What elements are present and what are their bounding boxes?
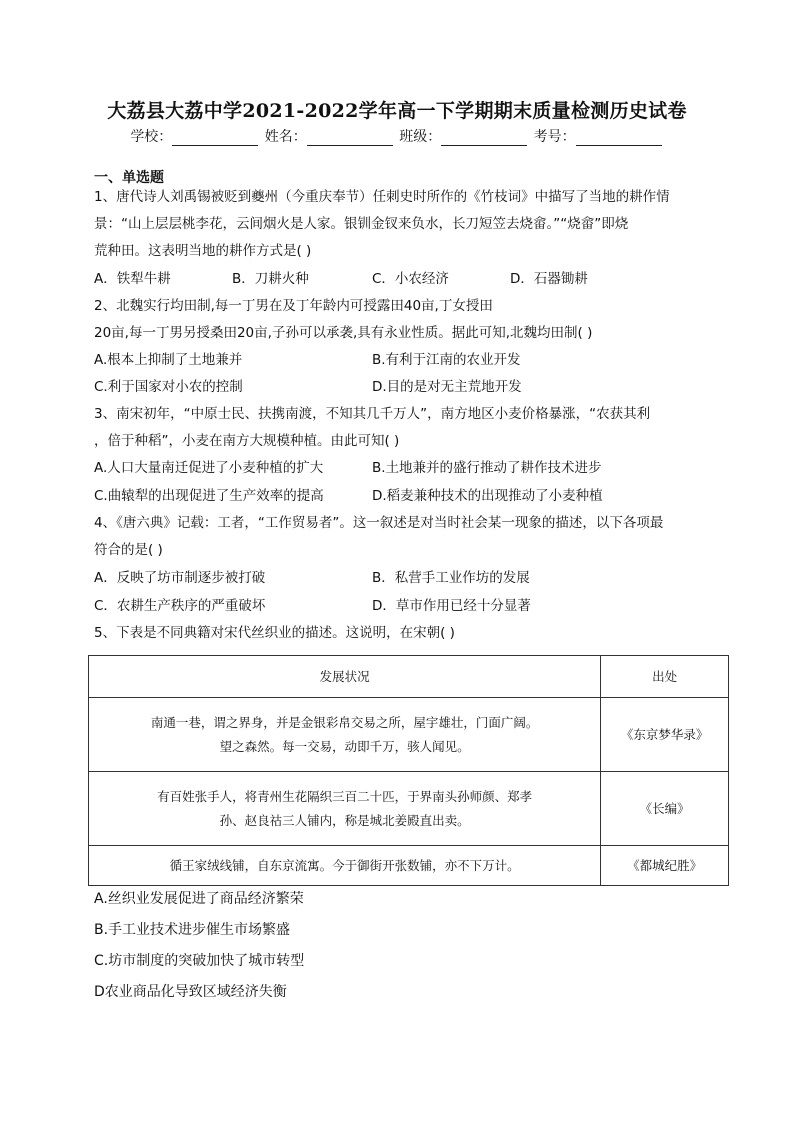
question-3-option-a[interactable]: A.人口大量南迁促进了小麦种植的扩大 [94,460,324,476]
table-cell-source: 《都城纪胜》 [601,846,729,886]
question-1-option-b[interactable]: B．刀耕火种 [232,271,309,287]
table-header-status: 发展状况 [89,656,601,698]
question-4-option-c[interactable]: C．农耕生产秩序的严重破坏 [94,598,266,614]
class-label: 班级： [399,129,442,145]
question-3-line-2: ，倍于种稻”，小麦在南方大规模种植。由此可知( ) [94,433,400,449]
question-3-option-b[interactable]: B.土地兼并的盛行推动了耕作技术进步 [372,460,602,476]
table-row [89,772,729,846]
question-2-option-a[interactable]: A.根本上抑制了土地兼并 [94,352,243,368]
table-cell-source: 《东京梦华录》 [601,698,729,772]
question-1-line-1: 1、唐代诗人刘禹锡被贬到夔州（今重庆奉节）任刺史时所作的《竹枝词》中描写了当地的耕作情 [94,189,670,205]
question-5-line-1: 5、下表是不同典籍对宋代丝织业的描述。这说明，在宋朝( ) [94,625,455,641]
exam-number-label: 考号： [533,129,576,145]
question-1-line-2: 景：“山上层层桃李花，云间烟火是人家。银钏金钗来负水，长刀短笠去烧畲。”“烧畲”即烧 [94,216,629,232]
question-5-option-b[interactable]: B.手工业技术进步催生市场繁盛 [94,922,291,938]
table-cell-status [89,846,601,886]
table-header-source: 出处 [601,656,729,698]
question-4-option-d[interactable]: D．草市作用已经十分显著 [372,598,531,614]
question-2-line-2: 20亩,每一丁男另授桑田20亩,子孙可以承袭,具有永业性质。据此可知,北魏均田制( ) [94,325,593,341]
table-cell-status [89,772,601,846]
school-blank[interactable] [172,131,258,146]
question-3-line-1: 3、南宋初年，“中原士民、扶携南渡，不知其几千万人”，南方地区小麦价格暴涨，“农获其利 [94,406,651,422]
table-header-row [89,656,729,698]
question-4-option-a[interactable]: A．反映了坊市制逐步被打破 [94,570,266,586]
table-row [89,846,729,886]
school-label: 学校： [130,129,173,145]
table-cell-source: 《长编》 [601,772,729,846]
name-blank[interactable] [307,131,393,146]
table-cell-line: 南通一巷，谓之界身，并是金银彩帛交易之所，屋宇雄壮，门面广阔。 [150,714,539,730]
question-5-option-c[interactable]: C.坊市制度的突破加快了城市转型 [94,953,305,969]
question-1-line-3: 荒种田。这表明当地的耕作方式是( ) [94,243,312,259]
question-1-option-d[interactable]: D．石器锄耕 [510,271,588,287]
question-3-option-d[interactable]: D.稻麦兼种技术的出现推动了小麦种植 [372,488,603,504]
table-cell-line: 循王家绒线铺，自东京流寓。今于御街开张数铺，亦不下万计。 [169,857,520,873]
question-2-line-1: 2、北魏实行均田制,每一丁男在及丁年龄内可授露田40亩,丁女授田 [94,298,493,314]
table-cell-line: 望之森然。每一交易，动即千万，骇人闻见。 [219,738,470,754]
question-4-option-b[interactable]: B．私营手工业作坊的发展 [372,570,530,586]
table-cell-line: 有百姓张手人，将青州生花隔织三百二十匹，于界南头孙师颜、郑孝 [157,788,533,804]
exam-title: 大荔县大荔中学2021-2022学年高一下学期期末质量检测历史试卷 [107,100,687,122]
source-table [88,655,729,886]
question-1-option-c[interactable]: C．小农经济 [372,271,449,287]
question-4-line-1: 4、《唐六典》记载：工者，“工作贸易者”。这一叙述是对当时社会某一现象的描述，以下各项最 [94,515,664,531]
question-5-option-a[interactable]: A.丝织业发展促进了商品经济繁荣 [94,891,304,907]
class-blank[interactable] [441,131,527,146]
table-cell-line: 孙、赵良祜三人铺内，称是城北姜殿直出卖。 [219,812,470,828]
question-1-option-a[interactable]: A．铁犁牛耕 [94,271,171,287]
table-cell-status [89,698,601,772]
question-3-option-c[interactable]: C.曲辕犁的出现促进了生产效率的提高 [94,488,324,504]
section-title: 一、单选题 [94,170,164,186]
table-row [89,698,729,772]
question-4-line-2: 符合的是( ) [94,542,163,558]
question-5-option-d[interactable]: D农业商品化导致区域经济失衡 [94,984,287,1000]
question-2-option-b[interactable]: B.有利于江南的农业开发 [372,352,521,368]
question-2-option-d[interactable]: D.目的是对无主荒地开发 [372,379,522,395]
name-label: 姓名： [264,129,307,145]
question-2-option-c[interactable]: C.利于国家对小农的控制 [94,379,243,395]
student-info-line [0,126,794,146]
exam-number-blank[interactable] [576,131,662,146]
